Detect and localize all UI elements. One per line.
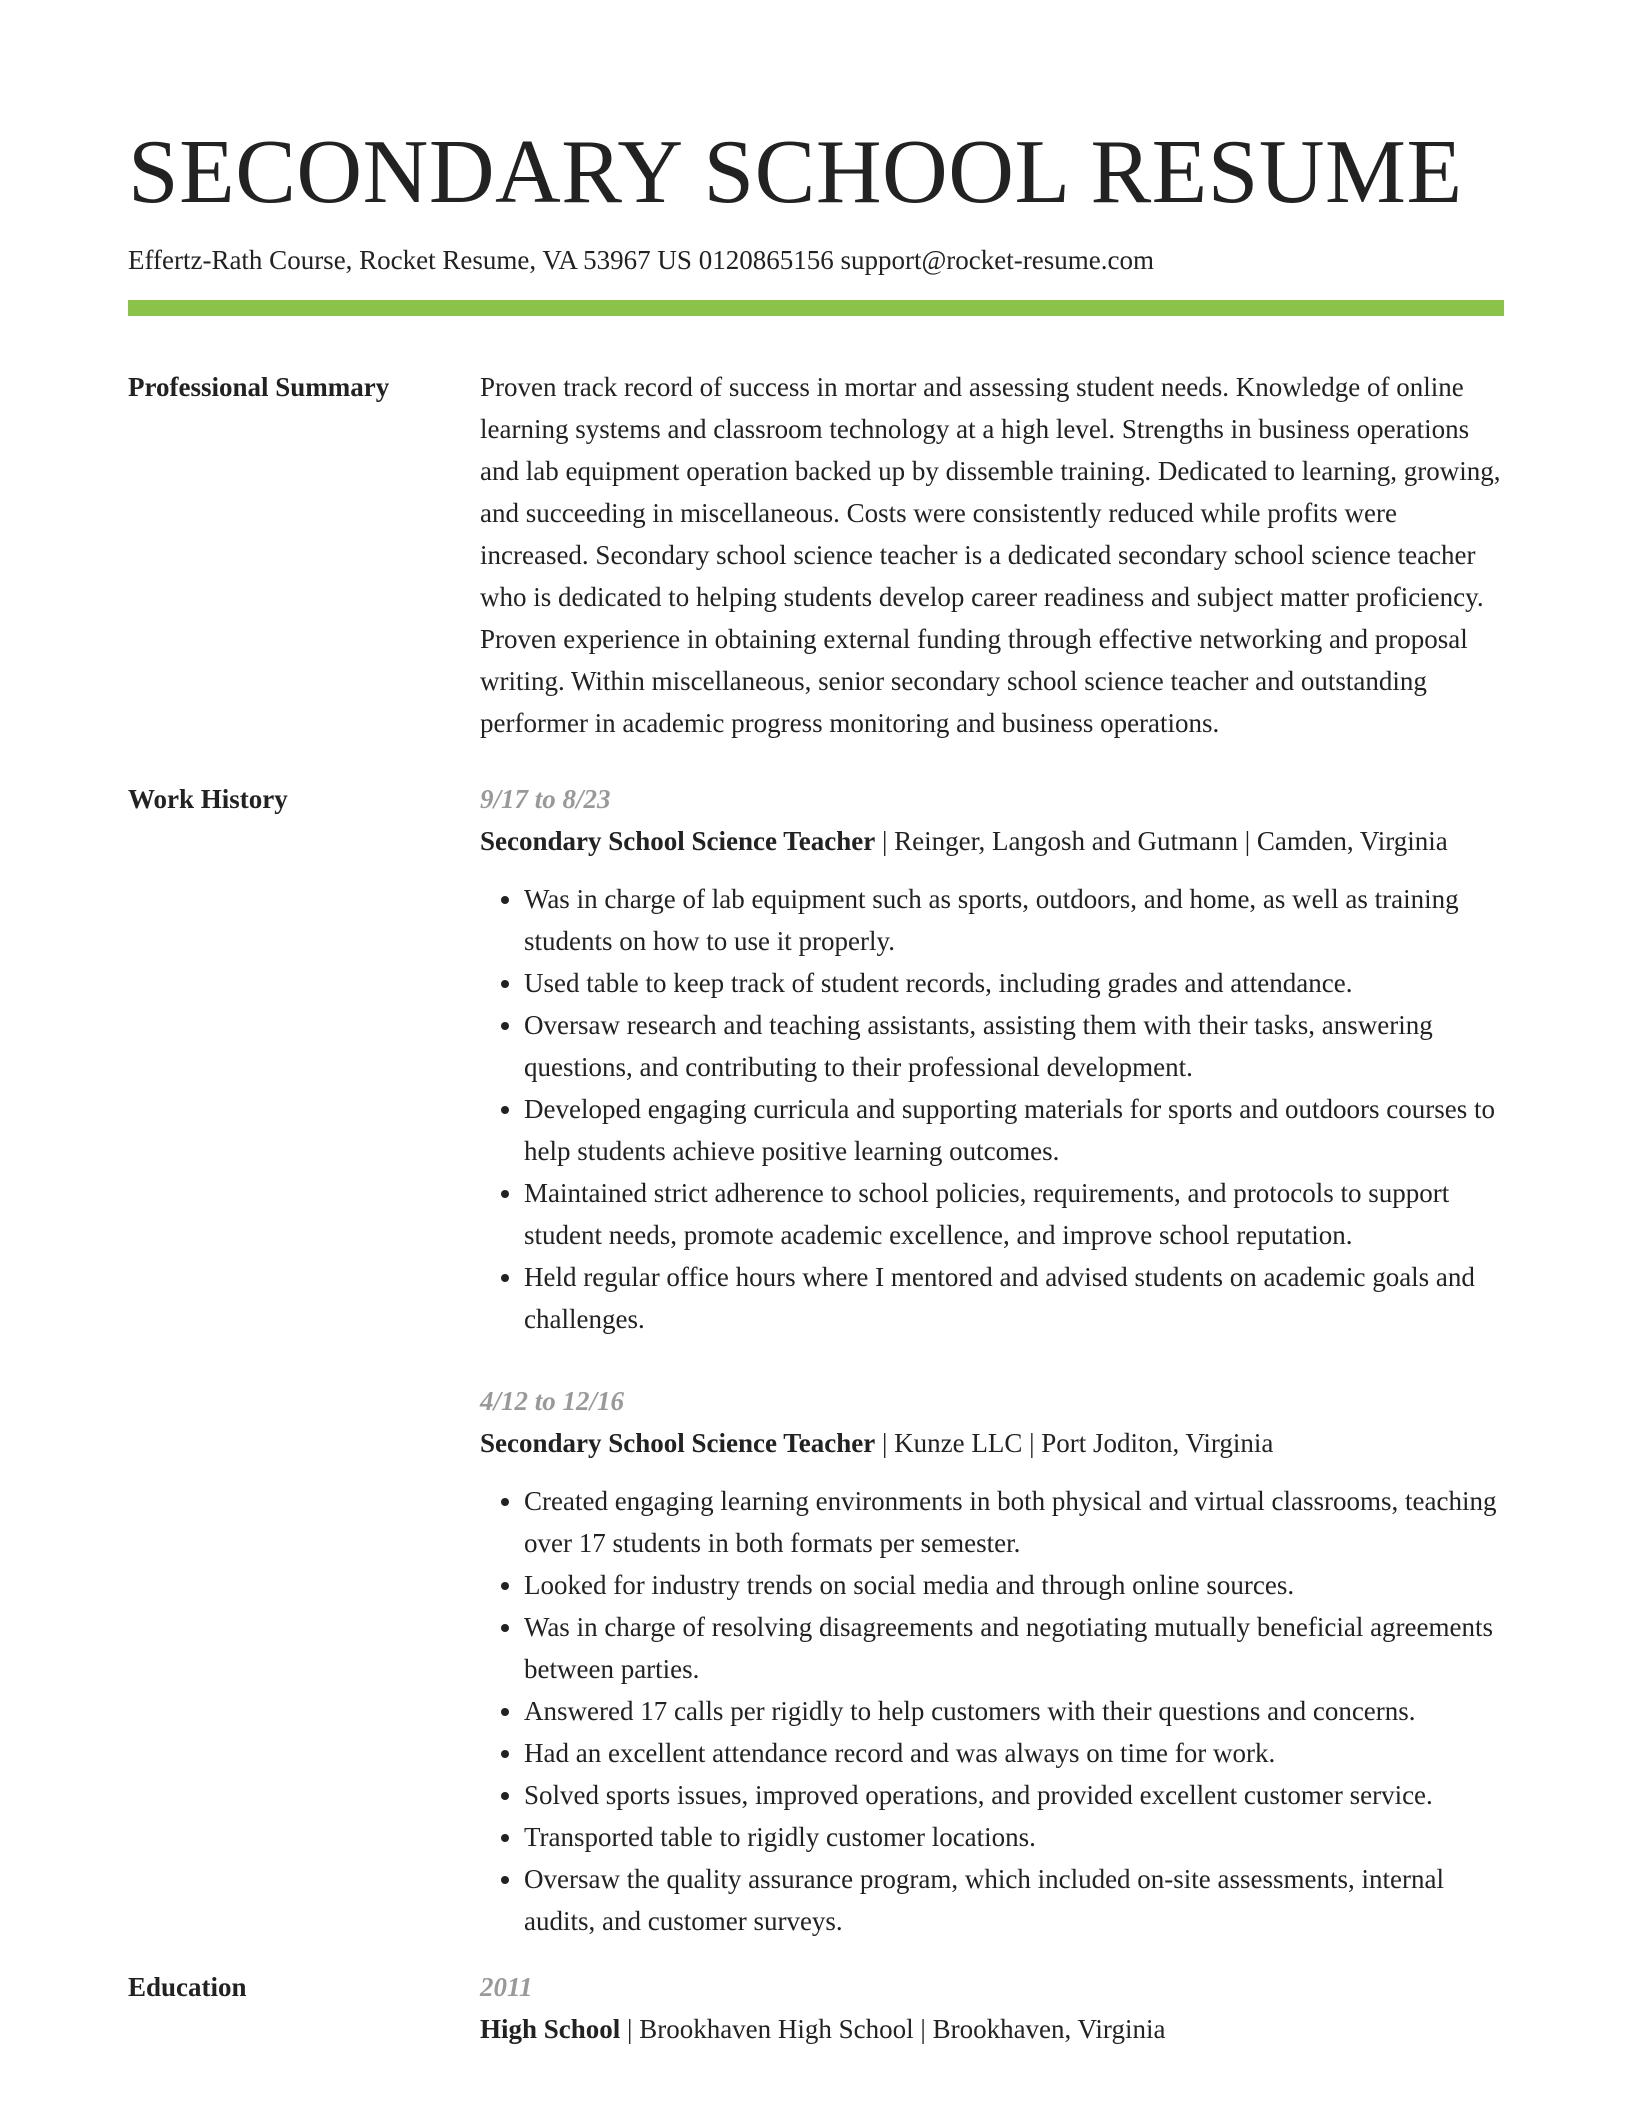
education-school-location: | Brookhaven High School | Brookhaven, Virginia	[620, 2014, 1166, 2044]
job-bullet: • Oversaw the quality assurance program, which included on-site assessments, internal audits, and customer surveys.	[524, 1858, 1504, 1942]
job-bullet: • Maintained strict adherence to school policies, requirements, and protocols to support student needs, promote academic excellence, and improve school reputation.	[524, 1172, 1504, 1256]
job-entry	[480, 778, 1504, 1340]
job-bullet: • Was in charge of resolving disagreements and negotiating mutually beneficial agreements between parties.	[524, 1606, 1504, 1690]
summary-label: Professional Summary	[128, 372, 390, 402]
job-bullet: • Transported table to rigidly customer locations.	[524, 1816, 1504, 1858]
job-title: Secondary School Science Teacher	[480, 826, 876, 856]
education-degree-line	[480, 2008, 1504, 2050]
work-history-section	[128, 778, 1504, 1942]
job-title-line	[480, 820, 1504, 862]
job-title: Secondary School Science Teacher	[480, 1428, 876, 1458]
job-dates: 4/12 to 12/16	[480, 1386, 625, 1416]
work-history-label: Work History	[128, 784, 288, 814]
summary-body	[480, 366, 1504, 744]
job-employer-location: | Kunze LLC | Port Joditon, Virginia	[875, 1428, 1274, 1458]
education-label: Education	[128, 1972, 247, 2002]
job-bullet: • Was in charge of lab equipment such as sports, outdoors, and home, as well as training students on how to use it properly.	[524, 878, 1504, 962]
education-degree: High School	[480, 2014, 621, 2044]
job-bullets	[480, 1480, 1504, 1942]
work-history-body	[480, 778, 1504, 1942]
job-bullet: • Created engaging learning environments in both physical and virtual classrooms, teaching over 17 students in both formats per semester.	[524, 1480, 1504, 1564]
job-entry	[480, 1380, 1504, 1942]
job-bullet: • Developed engaging curricula and supporting materials for sports and outdoors courses to help students achieve positive learning outcomes.	[524, 1088, 1504, 1172]
contact-line: Effertz-Rath Course, Rocket Resume, VA 53967 US 0120865156 support@rocket-resume.com	[128, 245, 1154, 275]
summary-text: Proven track record of success in mortar and assessing student needs. Knowledge of online learning systems and classroom technology at a high level. Strengths in business operations and lab equipment operation backed up by dissemble training. Dedicated to learning, growing, and succeeding in miscellaneous. Costs were consistently reduced while profits were increased. Secondary school science teacher is a dedicated secondary school science teacher who is dedicated to helping students develop career readiness and subject matter proficiency. Proven experience in obtaining external funding through effective networking and proposal writing. Within miscellaneous, senior secondary school science teacher and outstanding performer in academic progress monitoring and business operations.	[480, 372, 1501, 738]
job-bullet: • Used table to keep track of student records, including grades and attendance.	[524, 962, 1504, 1004]
job-bullets	[480, 878, 1504, 1340]
job-title-line	[480, 1422, 1504, 1464]
education-body	[480, 1966, 1504, 2050]
job-bullet: • Looked for industry trends on social media and through online sources.	[524, 1564, 1504, 1606]
job-bullet: • Had an excellent attendance record and was always on time for work.	[524, 1732, 1504, 1774]
job-bullet: • Oversaw research and teaching assistants, assisting them with their tasks, answering questions, and contributing to their professional development.	[524, 1004, 1504, 1088]
summary-section	[128, 366, 1504, 744]
job-bullet: • Solved sports issues, improved operations, and provided excellent customer service.	[524, 1774, 1504, 1816]
job-bullet: • Held regular office hours where I mentored and advised students on academic goals and challenges.	[524, 1256, 1504, 1340]
job-dates: 9/17 to 8/23	[480, 784, 611, 814]
education-year: 2011	[480, 1972, 533, 2002]
job-employer-location: | Reinger, Langosh and Gutmann | Camden, Virginia	[875, 826, 1448, 856]
education-section	[128, 1966, 1504, 2050]
header-divider	[128, 300, 1504, 316]
job-bullet: • Answered 17 calls per rigidly to help customers with their questions and concerns.	[524, 1690, 1504, 1732]
resume-title: SECONDARY SCHOOL RESUME	[128, 121, 1463, 222]
